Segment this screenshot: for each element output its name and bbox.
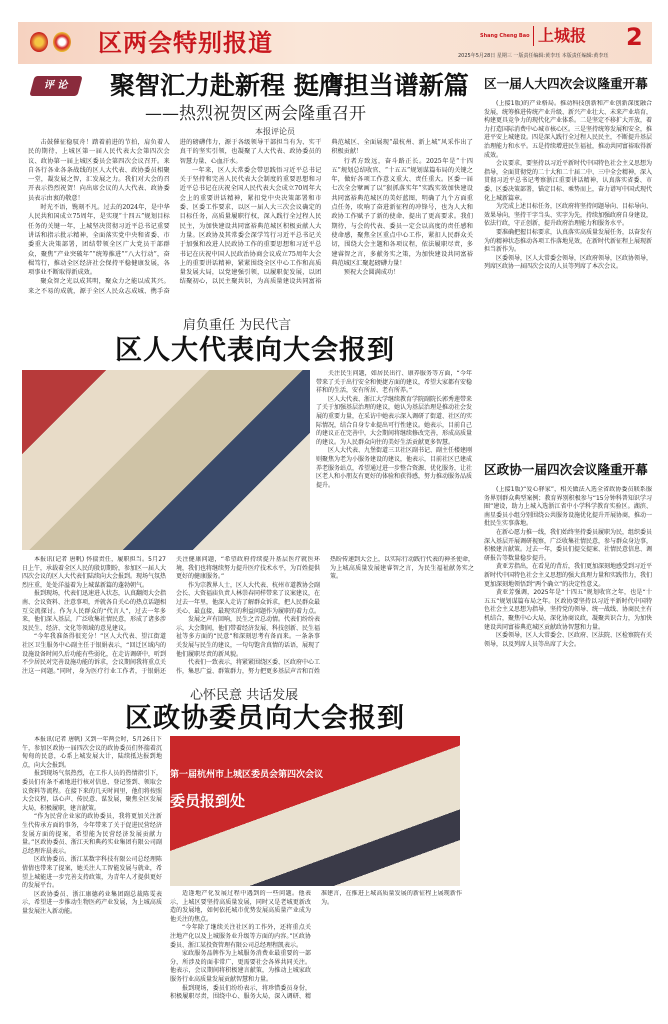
cppcc-opening-body	[484, 486, 652, 1016]
paragraph: 区人大代表、浙江大学继续教育学院副院长郭秀莲带来了关于加强基层治理的建议，她认为基层治理是推动社会发展的重要力量，在采访中她表示深入调研了街道、社区的实际情况，结合自身专业提出可行性建议。她表示，目前自己的建议正在完善中，大会期间将继续修改完善，形成高质量的建议。为人民群众向往的美好生活贡献更多智慧。	[316, 395, 472, 446]
npc-body	[22, 556, 474, 684]
commentary-badge: 评 论	[29, 76, 82, 96]
paper-logo: 上城报	[533, 26, 586, 46]
paragraph: 行者方致远，奋斗路正长。2025年是“十四五”规划总结收官、“十五五”规划谋篇布局的关键之年，做好各项工作意义重大、责任重大。区委一届七次全会擘画了以“狠抓落实年”实践实效加快建设共同富裕典范城区的美好蓝图，明确了九个方面重点任务，吹响了奋进新征程的冲锋号，也为人大和政协工作赋予了新的使命、提出了更高要求。我们期待，与会的代表、委员一定会以高度的责任感和使命感，聚焦全区重点中心工作，紧扣人民群众关切，围绕大会主题和各项议程，依法履职尽责，多建睿智之言，多献务实之策，为加快建设共同富裕典范城区汇聚起磅礴力量！	[331, 157, 473, 267]
paragraph: (上接1版)“爱心驿家”，相关做法入选全省政协委员联系服务界别群众典型案例；教育界别积极参与“15分钟科普知识学习圈”建设，助力上城入选浙江省中小学科学教育实验区。湖滨、南星委员小组分别围绕公共服务设施优化提升开展协商，推动一批民生实事落地。	[484, 486, 652, 528]
paragraph: 报到现场，代表们迅速进入状态，认真翻阅大会指南、会议资料、注意事项，并就各自关心的热点话题相互交流探讨。作为人民群众的“代言人”，过去一年多来，他们深入基层，广泛收集社情民意，形成了诸多涉及民生、经济、文化等领域的意见建议。	[22, 590, 167, 632]
paragraph: 适逢地产化发展过程中遇到的一些问题。他表示，上城区要坚持高质量发展，同时又是老城更新改造的发展地，如何依托城市优势发展高质量产业成为他关注的焦点。	[170, 890, 311, 923]
paragraph: 黄亚芳强调，2025年是“十四五”规划收官之年，也是“十五五”规划谋篇布局之年。区政协要坚持以习近平新时代中国特色社会主义思想为指导，坚持党的领导、统一战线、协商民主有机结合，聚焦中心大局，深化协商议政，凝聚共识合力，为加快建设共同富裕典范城区贡献政协智慧和力量。	[484, 589, 652, 631]
paragraph: 本报讯(记者 唐帆) 又到一年两会时，5月26日下午，参加区政协一届四次会议的政协委员们怀揣着沉甸甸的民意，心系上城发展大计，陆续抵达报到地点，向大会报到。	[22, 736, 162, 769]
paragraph: “今年除了继续关注社区的工作外，还将重点关注地产化以及上城服务业升级等方面的内容。”区政协委员、浙江某投资管理有限公司总经理程凯表示。	[170, 924, 311, 949]
paragraph: 区政协委员、浙江康德药业集团副总裁陈雯表示，希望进一步推动生物医药产业发展，为上城高质量发展注入新动能。	[22, 890, 162, 915]
commentary-title: 聚智汇力赴新程 挺膺担当谱新篇	[110, 71, 469, 100]
paragraph: 本报讯(记者 唐帆) 怀揣责任，履职担当。5月27日上午，承载着全区人民的殷切期盼，参加区一届人大四次会议的区人大代表们陆续向大会报到。现场气氛热烈庄重，处处洋溢着为上城谋新篇的蓬勃朝气。	[22, 556, 167, 589]
paragraph: 作为宗教界人士，区人大代表、杭州市道教协会副会长、大资福庙负责人林崇春同样带来了议案建议，在过去一年里，他深入走访了解群众诉求，把人民群众最关心、最直接、最现实的利益问题作为履职的着力点。	[176, 581, 321, 615]
commentary-body	[28, 138, 473, 302]
paragraph: 报到现场气氛热烈，在工作人员的热情指引下，委员们有条不紊地进行核对信息、登记签到、领取会议资料等流程。在接下来的几天时间里，他们将按照大会议程，话心声、传民意、谋发展，聚焦全区发展大局，积极履职，建言献策。	[22, 770, 162, 812]
paragraph: 代表们一致表示，将紧紧围绕区委、区政府中心工作，集思广益、群策群力，努力把更多基层声音和百姓热盼传递到大会上，以实际行动践行代表的神圣使命，为上城高质量发展建睿智之言，为民生福祉献务实之策。	[176, 556, 474, 675]
paragraph: “作为民营企业家的政协委员，我将更加关注新生代传承方面的事务，今年带来了关于促进民营经济发展方面的提案，希望能为民营经济发展贡献力量。”区政协委员、浙江天和典药实业集团有限公司副总经理许晨表示。	[22, 813, 162, 855]
paragraph: 区委领导，区人大常委会领导，区政府领导，区政协领导，列席区政协一届四次会议的人员等列席了本次会议。	[484, 254, 652, 271]
paragraph: 为完成上述目标任务，区政府将坚持问题导向、目标导向、效果导向，坚持干字当头、实字为先，持续加强政府自身建设，依法行政，守正创新，提升政府治理能力和服务水平。	[484, 203, 652, 228]
paragraph: 在新心愿力推一线，我们始终坚持委员履职为民，组织委员深入基层开展调研视察，广泛收集社情民意，参与群众身边事，积极建言献策。过去一年，委员们提交提案、社情民意信息、调研报告等数量稳步提升。	[484, 528, 652, 562]
page-number: 2	[626, 23, 643, 51]
cppcc-members-photo	[170, 736, 460, 886]
npc-opening-title: 区一届人大四次会议隆重开幕	[484, 76, 648, 91]
paragraph: 发展之声有回响，民生之音总动情。代表们纷纷表示，大会期间，他们带着经济发展、科技创新、民生福祉等多方面的“民意”和深刻思考有备而来。一条条事关发展与民生的建议，一句句饱含真情的话语，展现了他们履职尽责的新风貌。	[176, 616, 321, 658]
paragraph: 时光不语，镌刻不凡。过去的2024年，是中华人民共和国成立75周年，是实现“十四五”规划目标任务的关键一年，上城坚决贯彻习近平总书记重要讲话和指示批示精神，全面落实党中央和省委、市委重大决策部署，团结带领全区广大党员干部群众，聚焦“产业突破年”“统筹推进”“八大行动”，奋楫笃行，推动全区经济社会保持平稳健康发展，各项事业不断取得新成效。	[28, 204, 170, 277]
paragraph: 报到现场，委员们纷纷表示，将珍惜委员身份，积极履职尽责，围绕中心、服务大局，深入调研、精准建言，在推进上城高质量发展的新征程上展现新作为。	[170, 890, 462, 1001]
paragraph: 区人大代表、九堡街道三卫社区副书记、副主任楼建刚则聚焦为老为小服务建设的建议，他表示，目前社区已建成养老服务站点，希望通过进一步整合资源、优化服务，让社区老人和小朋友有更好的体验和获得感，努力推动服务品质提升。	[316, 447, 472, 489]
paragraph: 会议要求，要坚持以习近平新时代中国特色社会主义思想为指导，全面贯彻党的二十大和二十届二中、三中全会精神，深入贯彻习近平总书记考察浙江重要讲话精神，认真落实省委、市委、区委决策部署，锚定目标、乘势而上，奋力谱写中国式现代化上城新篇章。	[484, 160, 652, 202]
cppcc-left-text	[22, 736, 162, 1016]
npc-opening-body	[484, 100, 652, 452]
paragraph: 关注民生问题，如居民出行、康养服务等方面，“今年带来了关于出行安全和便捷方面的建议，希望大家都有安稳祥和的生活，安有所居、老有所养。”	[316, 370, 472, 395]
cppcc-body	[170, 890, 462, 1016]
paragraph: 区委领导，区人大常委会、区政府、区法院、区检察院有关领导，以及列席人员等出席了大会。	[484, 632, 652, 648]
npc-title: 区人大代表向大会报到	[115, 335, 395, 366]
photo-sign-text: 委员报到处	[170, 792, 246, 810]
national-emblem-icon	[30, 32, 48, 52]
cppcc-kicker: 心怀民意 共话发展	[190, 688, 299, 703]
cppcc-title: 区政协委员向大会报到	[125, 703, 405, 734]
paragraph: (上接1版)的产业格局。推动科技创新和产业创新深度融合发展，统筹推进传统产业升级、新兴产业壮大、未来产业培育，构建更具竞争力的现代化产业体系。二是坚定不移扩大开放，着力打造国际消费中心城市核心区。三是坚持统筹发展和安全，推进平安上城建设。四是深入践行全过程人民民主，不断提升基层治理能力和水平。五是持续增进民生福祉，推动共同富裕取得新成效。	[484, 100, 652, 159]
paragraph: “今年我准备得很充分！”区人大代表、望江街道社区卫生服务中心副主任于银娟表示，“回迁区域内的设施设备时间久后功能有些弱化，在走访调研中，听到不少居民对完善设施功能的诉求，会议期间我将重点关注这一问题。”同时，身为医疗行业工作者，于银娟还关注健康问题，“希望政府持续提升基层医疗就医环境，我们也将继续努力提升医疗技术水平，为百姓提供更好的健康服务。”	[22, 556, 321, 675]
paragraph: 区政协委员、浙江某数字科技有限公司总经理陈倩倩也带来了提案，她关注人工智能发展与就业，希望上城能进一步完善支持政策，为青年人才提供更好的发展平台。	[22, 856, 162, 890]
paragraph: 击鼓催征稳驭舟！踏着前进的节拍，肩负着人民的期待，上城区第一届人民代表大会第四次会议、政协第一届上城区委员会第四次会议召开。来自各行各业各条战线的区人大代表、政协委员相聚一堂，凝发展之智，汇发展之力。我们对大会的召开表示热烈祝贺！向出席会议的人大代表、政协委员表示由衷的敬意！	[28, 139, 170, 202]
paragraph: 预祝大会圆满成功！	[343, 269, 400, 277]
commentary-byline: 本报评论员	[255, 127, 295, 136]
paper-name-english: Shang Cheng Bao	[480, 33, 530, 39]
commentary-subtitle: ——热烈祝贺区两会隆重召开	[145, 104, 366, 124]
date-line: 2025年5月28日 星期三 一版责任编辑:黄李珏 本版责任编辑:黄李珏	[458, 53, 609, 59]
npc-kicker: 肩负重任 为民代言	[183, 318, 292, 333]
photo-banner-text: 第一届杭州市上城区委员会第四次会议	[170, 770, 324, 780]
npc-deputies-photo	[22, 370, 310, 550]
paragraph: 要准确把握目标要求，认真落实高质量发展任务，以奋发有为的精神状态推动各项工作落地见效，在新时代新征程上展现新担当新作为。	[484, 228, 652, 254]
section-title: 区两会特别报道	[98, 29, 273, 57]
npc-side-text	[316, 370, 472, 552]
cppcc-emblem-icon	[53, 32, 71, 52]
section-banner	[18, 22, 652, 64]
paragraph: 一年来，区人大常委会带思践悟习近平总书记关于坚持和完善人民代表大会制度的重要思想和习近平总书记在庆祝全国人民代表大会成立70周年大会上的重要讲话精神，紧扣党中央决策部署和市委、区委工作要求，以区一届人大三次会议确定的目标任务，高质量履职行权，深入践行全过程人民民主，为加快建设共同富裕典范城区积极贡献人大力量。区政协及其常委会深学笃行习近平总书记关于加强和改进人民政协工作的重要思想和习近平总书记在庆祝中国人民政治协商会议成立75周年大会上的重要讲话精神，紧紧围绕全区中心工作和高质量发展大局，以党建强引领，以履职促发展，以团结聚初心，以民主聚共识，为高质量建设共同富裕典范城区、全面展现“最杭州、新上城”风采作出了积极贡献！	[179, 139, 473, 286]
paragraph: 聚众智之光以成其明，聚众力之能以成其兴。来之不易的成就，源于全区人民众志成城、携手奋进的磅礴伟力，源于各级领导干部担当有为、实干真干的坚实引领，也凝聚了人大代表、政协委员的智慧力量、心血汗水。	[28, 139, 322, 295]
cppcc-opening-title: 区政协一届四次会议隆重开幕	[484, 462, 648, 477]
paragraph: 家政服务品牌作为上城服务消费业最重要的一部分，所涉及的面非常广，更需要社会各界共同关注。他表示，会议期间将积极建言献策，为推动上城家政服务行业高质量发展贡献智慧和力量。	[170, 950, 311, 983]
paragraph: 黄亚芳指出，在看见的背后，我们更加深刻地感受到习近平新时代中国特色社会主义思想的强大真理力量和实践伟力，我们更加深刻地领悟到“两个确立”的决定性意义。	[484, 563, 652, 588]
